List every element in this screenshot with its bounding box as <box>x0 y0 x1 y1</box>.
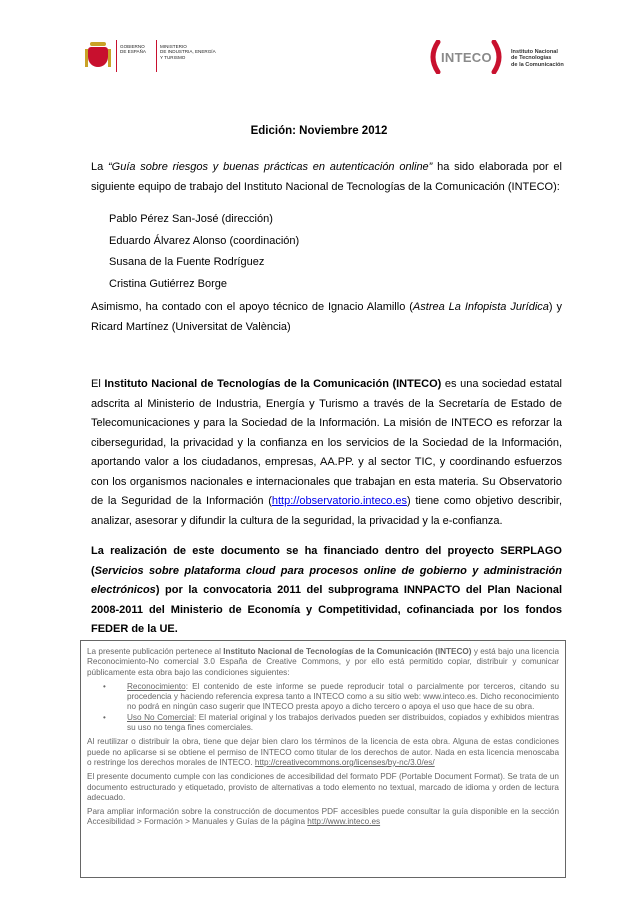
team-member: Pablo Pérez San-José (dirección) <box>109 213 273 225</box>
list-item <box>103 681 559 713</box>
text-run: La realización de este documento se ha financiado dentro del proyecto SERPLAGO ( <box>91 545 562 577</box>
license-conditions-list <box>87 682 559 733</box>
inteco-website-link[interactable]: http://www.inteco.es <box>307 817 381 827</box>
bullet-icon: • <box>103 681 106 691</box>
edition-heading: Edición: Noviembre 2012 <box>250 125 388 137</box>
team-member: Susana de la Fuente Rodríguez <box>109 256 265 268</box>
logo-divider <box>116 40 117 72</box>
text-run: ) y Ricard Martínez (Universitat de València) <box>91 301 562 333</box>
text-run: Al reutilizar o distribuir la obra, tiene que dejar bien claro los términos de la licencia de esta obra. Alguna de estas condiciones puede no aplicarse si se obtiene el permiso de INTECO como titular de los derechos de autor. Nada en esta licencia menoscaba o restringe los derechos morales de INTECO. <box>87 737 559 767</box>
text-run: es una sociedad estatal adscrita al Ministerio de Industria, Energía y Turismo a través de la Secretaría de Estado de Telecomunicaciones y para la Sociedad de la Información. La misión de INTECO es reforzar la ciberseguridad, la privacidad y la confianza en los servicios de la Sociedad de la Información, aportando valor a los ciudadanos, empresas, AA.PP. y al sector TIC, y coordinando esfuerzos con los organismos nacionales e internacionales que trabajan en esta materia. Su Observatorio de la Seguridad de la Información ( <box>91 378 563 507</box>
license-reuse-paragraph <box>87 737 559 768</box>
gobierno-label: GOBIERNO DE ESPAÑA <box>120 44 146 55</box>
inteco-bracket-icon <box>491 40 507 74</box>
creativecommons-link[interactable]: http://creativecommons.org/licenses/by-nc/3.0/es/ <box>254 757 435 767</box>
text-run: ) por la convocatoria 2011 del subprograma INNPACTO del Plan Nacional 2008-2011 del Ministerio de Economía y Competitividad, cofinanciada por los fondos FEDER de la UE. <box>91 584 562 635</box>
organization-name: Astrea La Infopista Jurídica <box>412 301 549 313</box>
ministerio-label: MINISTERIO DE INDUSTRIA, ENERGÍA Y TURISMO <box>160 44 216 60</box>
inteco-wordmark: INTECO <box>441 50 492 65</box>
condition-term: Reconocimiento <box>127 681 186 691</box>
more-info-paragraph <box>87 807 559 828</box>
text-run: Para ampliar información sobre la construcción de documentos PDF accesibles puede consultar la guía disponible en la sección Accesibilidad > Formación > Manuales y Guías de la página <box>87 807 559 827</box>
inteco-description-paragraph <box>91 375 562 531</box>
license-box <box>80 640 566 878</box>
team-member: Eduardo Álvarez Alonso (coordinación) <box>109 234 300 247</box>
observatorio-link[interactable]: http://observatorio.inteco.es <box>271 495 407 507</box>
team-member: Cristina Gutiérrez Borge <box>109 277 227 290</box>
team-list <box>109 209 299 295</box>
text-run: y está bajo una licencia Reconocimiento-No comercial 3.0 España de Creative Commons, y por ello está permitido copiar, distribuir y comunicar públicamente esta obra bajo las condiciones siguientes: <box>87 647 559 677</box>
inteco-logo <box>425 40 575 74</box>
text-run: ha sido elaborada por el siguiente equipo de trabajo del Instituto Nacional de Tecnologías de la Comunicación (INTECO): <box>91 161 562 193</box>
gobierno-ministerio-logo <box>84 40 216 72</box>
text-run: La presente publicación pertenece al <box>87 647 224 656</box>
inteco-bracket-icon <box>425 40 441 74</box>
condition-text: : El contenido de este informe se puede reproducir total o parcialmente por terceros, citando su procedencia y haciendo referencia expresa tanto a INTECO como a su sitio web: www.inteco.es. Dicho reconocimiento no podrá en ningún caso sugerir que INTECO presta apoyo a dicho tercero o apoya el uso que hace de su obra. <box>127 681 559 712</box>
funding-paragraph <box>91 542 562 640</box>
inteco-full-name: Instituto Nacional de Tecnologías de la Comunicación (INTECO) <box>223 647 472 656</box>
text-run: El <box>91 378 105 390</box>
accessibility-paragraph: El presente documento cumple con las condiciones de accesibilidad del formato PDF (Portable Document Format). Se trata de un documento estructurado y etiquetado, provisto de alternativas a todo elemento no textual, marcado de idioma y orden de lectura adecuado. <box>87 772 559 802</box>
text-run: La <box>91 161 109 173</box>
text-run: ) tiene como objetivo describir, analizar, asesorar y difundir la cultura de la seguridad, la privacidad y la e-confianza. <box>91 495 562 527</box>
authorship-paragraph <box>91 158 562 197</box>
inteco-institute-label: Instituto Nacional de Tecnologías de la Comunicación <box>511 49 564 68</box>
logo-divider <box>156 40 157 72</box>
condition-text: : El material original y los trabajos derivados pueden ser distribuidos, copiados y exhibidos mientras su uso no tenga fines comerciales. <box>127 712 559 733</box>
bullet-icon: • <box>103 712 106 722</box>
text-run: Asimismo, ha contado con el apoyo técnico de Ignacio Alamillo ( <box>91 301 413 313</box>
license-intro <box>87 647 559 678</box>
list-item <box>103 712 559 734</box>
guide-title: “Guía sobre riesgos y buenas prácticas en autenticación online” <box>108 161 433 173</box>
condition-term: Uso No Comercial <box>127 712 194 722</box>
coat-of-arms-icon <box>84 40 112 72</box>
inteco-full-name: Instituto Nacional de Tecnologías de la Comunicación (INTECO) <box>104 378 442 390</box>
project-name: Servicios sobre plataforma cloud para procesos online de gobierno y administración electrónicos <box>91 564 562 596</box>
support-paragraph <box>91 298 562 337</box>
